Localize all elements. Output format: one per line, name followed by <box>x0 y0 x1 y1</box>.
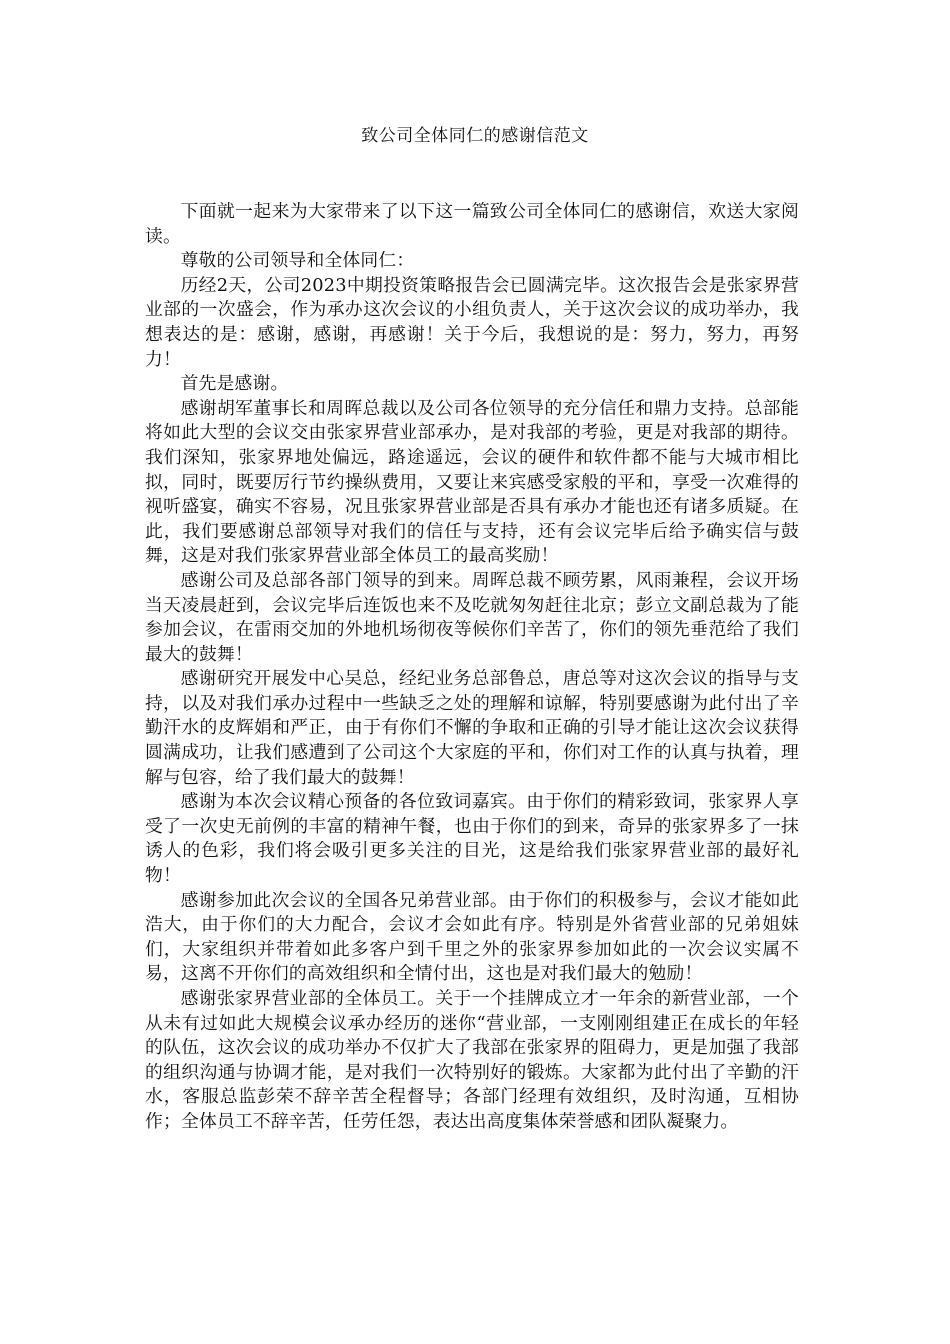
paragraph-thanks-guests: 感谢为本次会议精心预备的各位致词嘉宾。由于你们的精彩致词，张家界人享受了一次史无前例的丰富的精神午餐，也由于你们的到来，奇异的张家界多了一抹诱人的色彩，我们将会吸引更多关注的目光，这是给我们张家界营业部的最好礼物！ <box>145 791 799 887</box>
paragraph-overview: 历经2天，公司2023中期投资策略报告会已圆满完毕。这次报告会是张家界营业部的一次盛会，作为承办这次会议的小组负责人，关于这次会议的成功举办，我想表达的是：感谢，感谢，再感谢！关于今后，我想说的是：努力，努力，再努力！ <box>145 274 799 370</box>
paragraph-thanks-research-center: 感谢研究开展发中心吴总，经纪业务总部鲁总，唐总等对这次会议的指导与支持，以及对我们承办过程中一些缺乏之处的理解和谅解，特别要感谢为此付出了辛勤汗水的皮辉娟和严正，由于有你们不懈的争取和正确的引导才能让这次会议获得圆满成功，让我们感遭到了公司这个大家庭的平和，你们对工作的认真与执着，理解与包容，给了我们最大的鼓舞！ <box>145 668 799 788</box>
paragraph-thanks-staff: 感谢张家界营业部的全体员工。关于一个挂牌成立才一年余的新营业部，一个从未有过如此大规模会议承办经历的迷你“营业部，一支刚刚组建正在成长的年轻的队伍，这次会议的成功举办不仅扩大了我部在张家界的阻碍力，更是加强了我部的组织沟通与协调才能，是对我们一次特别好的锻炼。大家都为此付出了辛勤的汗水，客服总监彭荣不辞辛苦全程督导；各部门经理有效组织，及时沟通，互相协作；全体员工不辞辛苦，任劳任怨，表达出高度集体荣誉感和团队凝聚力。 <box>145 988 799 1132</box>
document-title: 致公司全体同仁的感谢信范文 <box>361 126 589 146</box>
paragraph-intro: 下面就一起来为大家带来了以下这一篇致公司全体同仁的感谢信，欢送大家阅读。 <box>145 201 799 247</box>
paragraph-thanks-leadership: 感谢胡军董事长和周晖总裁以及公司各位领导的充分信任和鼎力支持。总部能将如此大型的会议交由张家界营业部承办，是对我部的考验，更是对我部的期待。我们深知，张家界地处偏远，路途遥远，会议的硬件和软件都不能与大城市相比拟，同时，既要厉行节约操纵费用，又要让来宾感受家般的平和，享受一次难得的视听盛宴，确实不容易，况且张家界营业部是否具有承办才能也还有诸多质疑。在此，我们要感谢总部领导对我们的信任与支持，还有会议完毕后给予确实信与鼓舞，这是对我们张家界营业部全体员工的最高奖励！ <box>145 397 799 567</box>
paragraph-first-thanks: 首先是感谢。 <box>180 373 289 395</box>
paragraph-thanks-departments: 感谢公司及总部各部门领导的到来。周晖总裁不顾劳累，风雨兼程，会议开场当天凌晨赶到，会议完毕后连饭也来不及吃就匆匆赶往北京；彭立文副总裁为了能参加会议，在雷雨交加的外地机场彻夜等候你们辛苦了，你们的领先垂范给了我们最大的鼓舞！ <box>145 569 799 665</box>
paragraph-salutation: 尊敬的公司领导和全体同仁： <box>180 250 415 272</box>
document-body <box>145 200 799 1135</box>
paragraph-thanks-branches: 感谢参加此次会议的全国各兄弟营业部。由于你们的积极参与，会议才能如此浩大，由于你们的大力配合，会议才会如此有序。特别是外省营业部的兄弟姐妹们，大家组织并带着如此多客户到千里之外的张家界参加如此的一次会议实属不易，这离不开你们的高效组织和全情付出，这也是对我们最大的勉励！ <box>145 889 799 985</box>
